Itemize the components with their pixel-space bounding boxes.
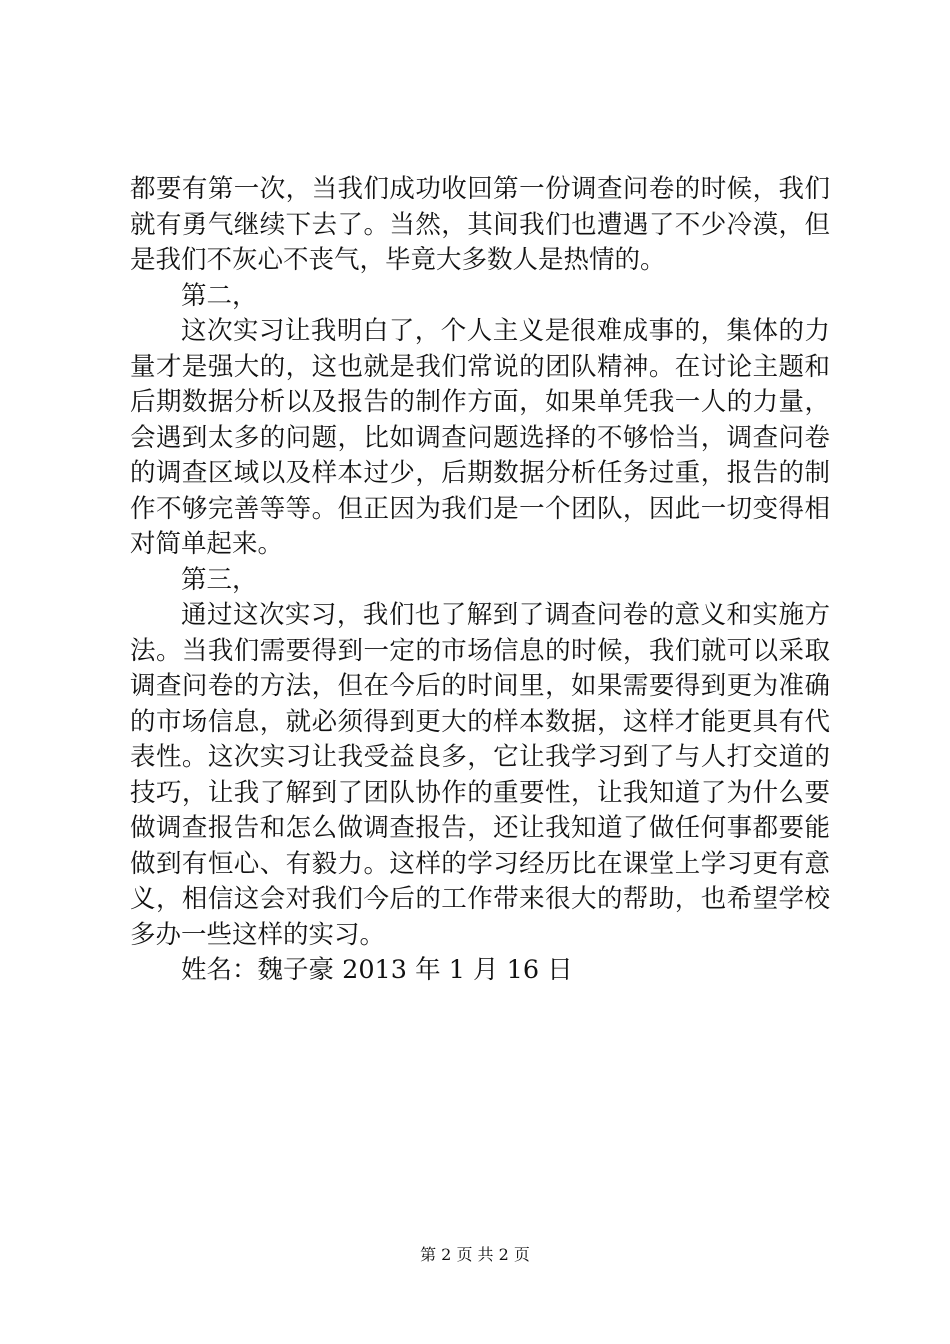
document-body — [130, 172, 830, 989]
page-footer: 第 2 页 共 2 页 — [420, 1245, 530, 1264]
section-heading-third: 第三， — [181, 564, 258, 595]
paragraph-1-line-1: 都要有第一次，当我们成功收回第一份调查问卷的时候，我们 — [130, 174, 830, 204]
paragraph-1-line-2: 就有勇气继续下去了。当然，其间我们也遭遇了不少冷漠，但 — [130, 209, 830, 240]
paragraph-2-line-1: 这次实习让我明白了，个人主义是很难成事的，集体的力 — [181, 316, 830, 346]
paragraph-3-line-8: 做到有恒心、有毅力。这样的学习经历比在课堂上学习更有意 — [130, 848, 830, 879]
paragraph-3-line-10: 多办一些这样的实习。 — [130, 919, 386, 950]
signature-line: 姓名：魏子豪 2013 年 1 月 16 日 — [181, 955, 573, 985]
paragraph-3-line-1: 通过这次实习，我们也了解到了调查问卷的意义和实施方 — [181, 600, 830, 630]
paragraph-3-line-3: 调查问卷的方法，但在今后的时间里，如果需要得到更为准确 — [130, 671, 830, 701]
paragraph-2-line-4: 会遇到太多的问题，比如调查问题选择的不够恰当，调查问卷 — [130, 422, 830, 453]
paragraph-3-line-9: 义，相信这会对我们今后的工作带来很大的帮助，也希望学校 — [130, 884, 830, 914]
paragraph-3-line-2: 法。当我们需要得到一定的市场信息的时候，我们就可以采取 — [130, 635, 830, 666]
paragraph-3-line-5: 表性。这次实习让我受益良多，它让我学习到了与人打交道的 — [130, 742, 830, 772]
paragraph-2-line-7: 对简单起来。 — [130, 529, 284, 559]
paragraph-3-line-4: 的市场信息，就必须得到更大的样本数据，这样才能更具有代 — [130, 706, 830, 737]
paragraph-1-line-3: 是我们不灰心不丧气，毕竟大多数人是热情的。 — [130, 245, 666, 275]
paragraph-2-line-3: 后期数据分析以及报告的制作方面，如果单凭我一人的力量， — [130, 387, 830, 417]
paragraph-2-line-2: 量才是强大的，这也就是我们常说的团队精神。在讨论主题和 — [130, 351, 830, 382]
paragraph-3-line-6: 技巧，让我了解到了团队协作的重要性，让我知道了为什么要 — [130, 777, 830, 808]
paragraph-2-line-6: 作不够完善等等。但正因为我们是一个团队，因此一切变得相 — [130, 493, 830, 524]
paragraph-2-line-5: 的调查区域以及样本过少，后期数据分析任务过重，报告的制 — [130, 458, 830, 488]
section-heading-second: 第二， — [181, 280, 258, 311]
paragraph-3-line-7: 做调查报告和怎么做调查报告，还让我知道了做任何事都要能 — [130, 813, 830, 843]
